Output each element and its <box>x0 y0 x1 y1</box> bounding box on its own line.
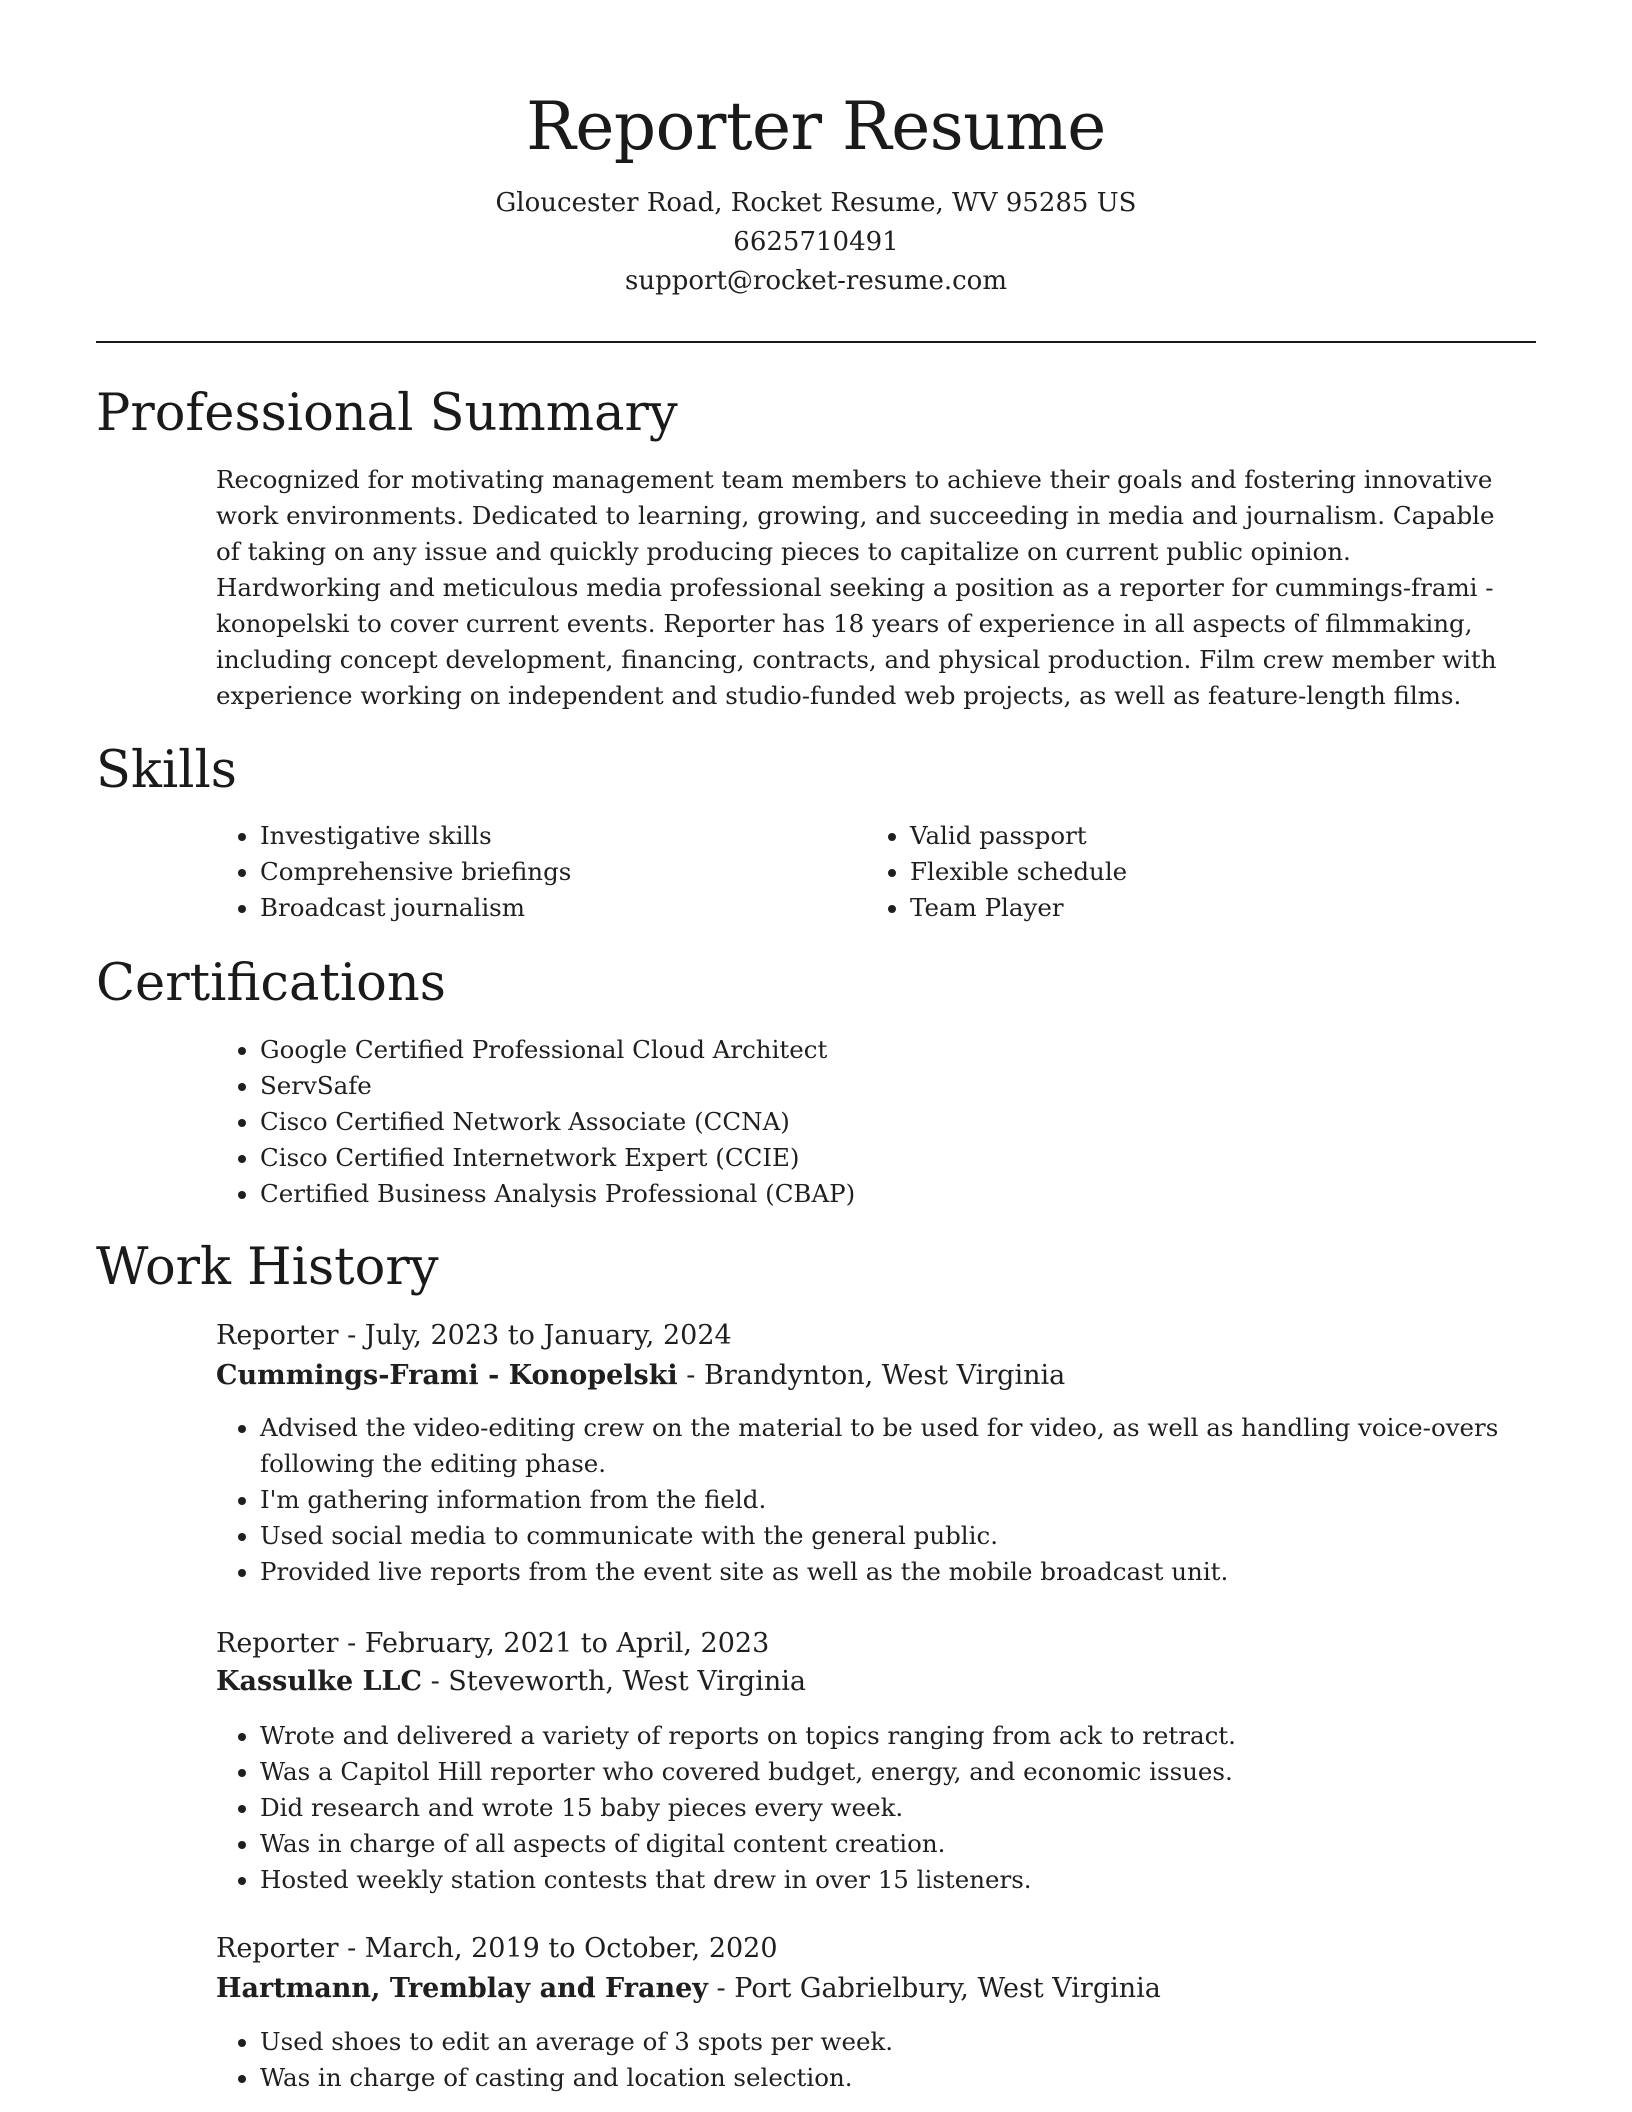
contact-address: Gloucester Road, Rocket Resume, WV 95285 US <box>495 188 1137 218</box>
certifications-title: Certifications <box>96 954 446 1013</box>
contact-block <box>0 184 1632 301</box>
job-bullet: • Was a Capitol Hill reporter who covered budget, energy, and economic issues. <box>260 1754 1520 1790</box>
skills-list-right <box>866 818 1510 926</box>
job-bullet: • Did research and wrote 15 baby pieces every week. <box>260 1790 1520 1826</box>
contact-phone: 6625710491 <box>733 227 899 257</box>
job-role-dates: Reporter - February, 2021 to April, 2023 <box>216 1628 770 1659</box>
resume-name: Reporter Resume <box>526 88 1106 165</box>
job-bullet: • Advised the video-editing crew on the material to be used for video, as well as handling voice-overs following the editing phase. <box>260 1410 1520 1482</box>
header-divider <box>96 341 1536 343</box>
job-company: Hartmann, Tremblay and Franey <box>216 1973 708 2004</box>
skills-list-left <box>216 818 860 926</box>
job-role-dates: Reporter - July, 2023 to January, 2024 <box>216 1320 732 1351</box>
job-location: - Steveworth, West Virginia <box>422 1666 806 1697</box>
job-location: - Port Gabrielbury, West Virginia <box>707 1973 1161 2004</box>
job-company-line <box>216 1969 1161 2009</box>
job-bullet: • Provided live reports from the event site as well as the mobile broadcast unit. <box>260 1554 1520 1590</box>
summary-title: Professional Summary <box>96 384 678 443</box>
job-company-line <box>216 1356 1065 1396</box>
job-bullet: • Hosted weekly station contests that drew in over 15 listeners. <box>260 1862 1520 1898</box>
job-company: Cummings-Frami - Konopelski <box>216 1360 678 1391</box>
job-bullet: • Wrote and delivered a variety of reports on topics ranging from ack to retract. <box>260 1718 1520 1754</box>
skill-item: • Team Player <box>910 890 1510 926</box>
job-bullet: • I'm gathering information from the field. <box>260 1482 1520 1518</box>
certification-item: • Cisco Certified Network Associate (CCNA) <box>260 1104 1560 1140</box>
job-bullet: • Used social media to communicate with the general public. <box>260 1518 1520 1554</box>
job-bullets <box>216 1718 1520 1898</box>
job-bullet: • Was in charge of all aspects of digital content creation. <box>260 1826 1520 1862</box>
job-bullets <box>216 2024 1520 2096</box>
certification-item: • Cisco Certified Internetwork Expert (CCIE) <box>260 1140 1560 1176</box>
skill-item: • Comprehensive briefings <box>260 854 860 890</box>
job-location: - Brandynton, West Virginia <box>677 1360 1066 1391</box>
skills-title: Skills <box>96 741 237 800</box>
certification-item: • Google Certified Professional Cloud Architect <box>260 1032 1560 1068</box>
skill-item: • Broadcast journalism <box>260 890 860 926</box>
skill-item: • Valid passport <box>910 818 1510 854</box>
job-company: Kassulke LLC <box>216 1666 422 1697</box>
job-bullet: • Used shoes to edit an average of 3 spots per week. <box>260 2024 1520 2060</box>
skill-item: • Investigative skills <box>260 818 860 854</box>
job-bullets <box>216 1410 1520 1590</box>
job-role-dates: Reporter - March, 2019 to October, 2020 <box>216 1933 778 1964</box>
work-history-title: Work History <box>96 1238 439 1297</box>
summary-text: Recognized for motivating management team members to achieve their goals and fostering innovative work environments. Dedicated to learning, growing, and succeeding in media and journalism. Capable of taking on any issue and quickly producing pieces to capitalize on current public opinion. Hardworking and meticulous media professional seeking a position as a reporter for cummings-frami - konopelski to cover current events. Reporter has 18 years of experience in all aspects of filmmaking, including concept development, financing, contracts, and physical production. Film crew member with experience working on independent and studio-funded web projects, as well as feature-length films. <box>216 465 1497 710</box>
certifications-list <box>216 1032 1560 1212</box>
skill-item: • Flexible schedule <box>910 854 1510 890</box>
job-company-line <box>216 1662 806 1702</box>
certification-item: • Certified Business Analysis Professional (CBAP) <box>260 1176 1560 1212</box>
job-bullet: • Was in charge of casting and location selection. <box>260 2060 1520 2096</box>
contact-email: support@rocket-resume.com <box>624 266 1007 296</box>
resume-header <box>0 0 1632 301</box>
certification-item: • ServSafe <box>260 1068 1560 1104</box>
